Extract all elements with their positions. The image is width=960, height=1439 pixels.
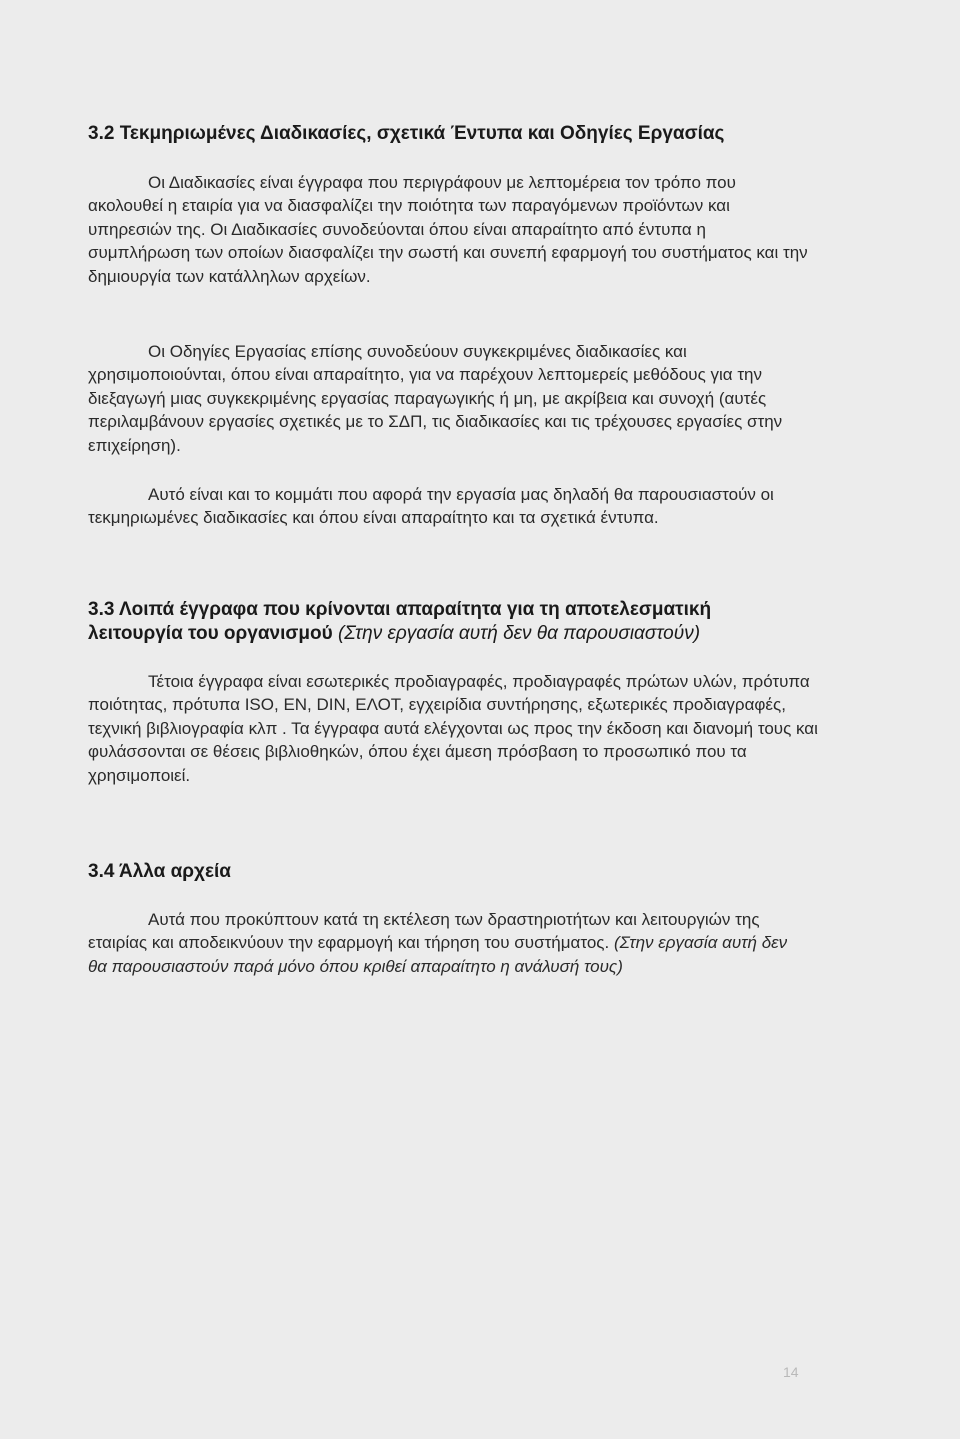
section-3-2-paragraph-3-text: Αυτό είναι και το κομμάτι που αφορά την εργασία μας δηλαδή θα παρουσιαστούν οι τεκμηριωμένες διαδικασίες και όπου είναι απαραίτητο και τα σχετικά έντυπα. [88,485,774,528]
section-3-3-heading-text: 3.3 Λοιπά έγγραφα που κρίνονται απαραίτητα για τη αποτελεσματική λειτουργία του οργανισμού [88,599,712,644]
section-3-4-paragraph-1-note: (Στην εργασία αυτή δεν θα παρουσιαστούν παρά μόνο όπου κριθεί απαραίτητο η ανάλυσή τους) [88,933,788,976]
section-3-3-heading [88,598,808,646]
section-3-3-paragraph-1 [88,670,828,787]
section-3-4-paragraph-1-text: Αυτά που προκύπτουν κατά τη εκτέλεση των δραστηριοτήτων και λειτουργιών της εταιρίας και αποδεικνύουν την εφαρμογή και τήρηση του συστήματος. [88,910,760,953]
section-3-2-paragraph-1-text: Οι Διαδικασίες είναι έγγραφα που περιγράφουν με λεπτομέρεια τον τρόπο που ακολουθεί η εταιρία για να διασφαλίζει την ποιότητα των παραγόμενων προϊόντων και υπηρεσιών της. Οι Διαδικασίες συνοδεύονται όπου είναι απαραίτητο από έντυπα η συμπλήρωση των οποίων διασφαλίζει την σωστή και συνεπή εφαρμογή του συστήματος και την δημιουργία των κατάλληλων αρχείων. [88,173,808,286]
section-3-3-heading-note: (Στην εργασία αυτή δεν θα παρουσιαστούν) [337,623,701,644]
section-3-2-paragraph-3 [88,483,808,530]
section-3-2-paragraph-1 [88,171,808,288]
section-3-2-paragraph-2-text: Οι Οδηγίες Εργασίας επίσης συνοδεύουν συγκεκριμένες διαδικασίες και χρησιμοποιούνται, όπου είναι απαραίτητο, για να παρέχουν λεπτομερείς μεθόδους για την διεξαγωγή μιας συγκεκριμένης εργασίας παραγωγικής ή μη, με ακρίβεια και συνοχή (αυτές περιλαμβάνουν εργασίες σχετικές με το ΣΔΠ, τις διαδικασίες και τις τρέχουσες εργασίες στην επιχείρηση). [88,342,783,455]
section-3-4-paragraph-1 [88,908,808,978]
section-3-4-heading: 3.4 Άλλα αρχεία [88,861,231,882]
page-number: 14 [783,1364,799,1380]
section-3-3-paragraph-1-text: Τέτοια έγγραφα είναι εσωτερικές προδιαγραφές, προδιαγραφές πρώτων υλών, πρότυπα ποιότητας, πρότυπα ISO, EN, DIN, ΕΛΟΤ, εγχειρίδια συντήρησης, εξωτερικές προδιαγραφές, τεχνική βιβλιογραφία κλπ . Τα έγγραφα αυτά ελέγχονται ως προς την έκδοση και διανομή τους και φυλάσσονται σε θέσεις βιβλιοθηκών, όπου έχει άμεση πρόσβαση το προσωπικό που τα χρησιμοποιεί. [88,672,818,785]
section-3-2-heading: 3.2 Τεκμηριωμένες Διαδικασίες, σχετικά Έντυπα και Οδηγίες Εργασίας [88,123,725,144]
section-3-2-paragraph-2 [88,340,808,457]
